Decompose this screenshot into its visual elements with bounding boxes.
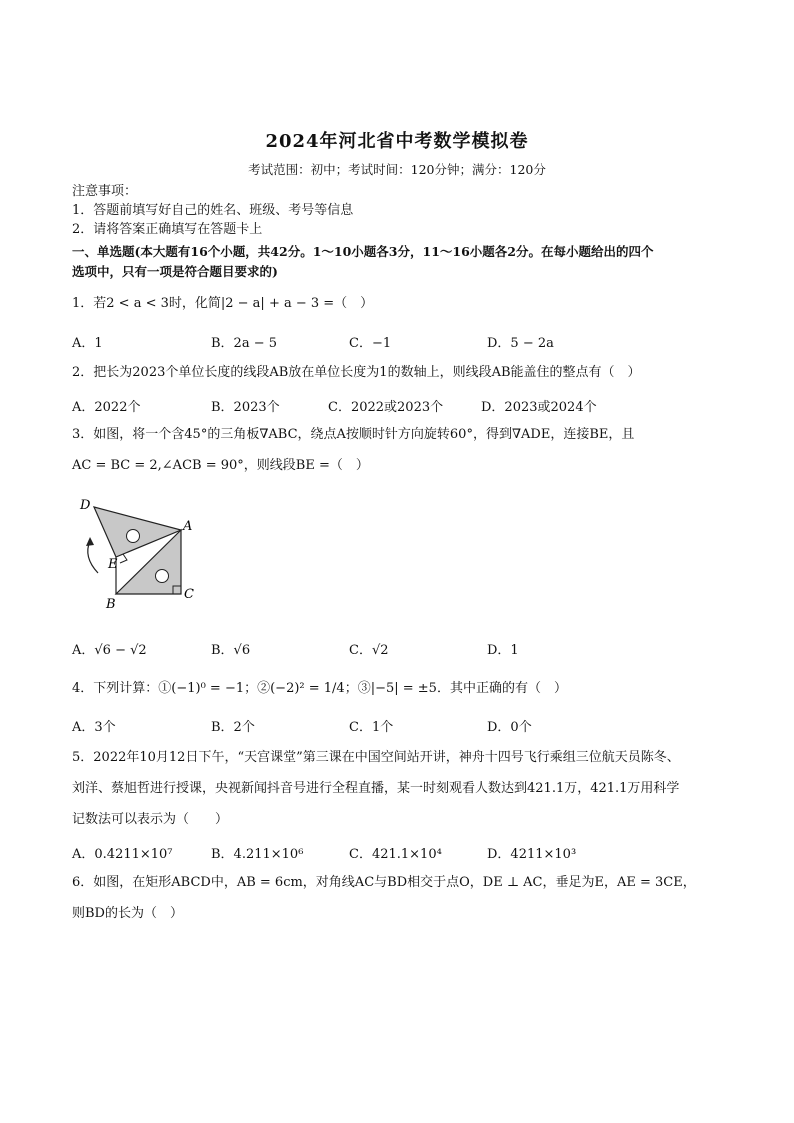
label-d: D bbox=[80, 498, 91, 513]
notes-heading: 注意事项： bbox=[72, 184, 138, 199]
question-6-stem: 6．如图，在矩形ABCD中，AB = 6cm，对角线AC与BD相交于点O，DE ⊥ AC，垂足为E，AE = 3CE， bbox=[72, 875, 696, 890]
question-5-stem: 5．2022年10月12日下午，“天宫课堂”第三课在中国空间站开讲，神舟十四号飞行乘组三位航天员陈冬、 bbox=[72, 750, 680, 765]
rotated-triangle-figure bbox=[72, 490, 212, 615]
q5-option-b[interactable]: B．4.211×10⁶ bbox=[211, 847, 304, 862]
hole-circle bbox=[127, 530, 140, 543]
q3-option-a[interactable]: A．√6 − √2 bbox=[72, 643, 147, 658]
q2-option-d[interactable]: D．2023或2024个 bbox=[481, 400, 597, 415]
q4-option-b[interactable]: B．2个 bbox=[211, 720, 255, 735]
q1-option-a[interactable]: A．1 bbox=[72, 336, 103, 351]
q4-option-c[interactable]: C．1个 bbox=[349, 720, 394, 735]
question-6-stem-cont: 则BD的长为（ ） bbox=[72, 906, 183, 921]
q1-option-b[interactable]: B．2a − 5 bbox=[211, 336, 278, 351]
question-1-stem: 1．若2 < a < 3时，化简|2 − a| + a − 3 =（ ） bbox=[72, 296, 374, 311]
q5-option-c[interactable]: C．421.1×10⁴ bbox=[349, 847, 442, 862]
q3-option-c[interactable]: C．√2 bbox=[349, 643, 389, 658]
q1-option-c[interactable]: C．−1 bbox=[349, 336, 392, 351]
question-3-stem: 3．如图，将一个含45°的三角板∇ABC，绕点A按顺时针方向旋转60°，得到∇ADE，连接BE，且 bbox=[72, 427, 635, 442]
section-heading: 一、单选题(本大题有16个小题，共42分。1～10小题各3分，11～16小题各2分。在每小题给出的四个 bbox=[72, 244, 654, 259]
question-5-stem-cont: 刘洋、蔡旭哲进行授课，央视新闻抖音号进行全程直播，某一时刻观看人数达到421.1万，421.1万用科学 bbox=[72, 781, 680, 796]
q3-option-d[interactable]: D．1 bbox=[487, 643, 519, 658]
rotation-arrow bbox=[88, 541, 98, 573]
page-title: 2024年河北省中考数学模拟卷 bbox=[265, 131, 529, 152]
q2-option-b[interactable]: B．2023个 bbox=[211, 400, 280, 415]
q4-option-a[interactable]: A．3个 bbox=[72, 720, 116, 735]
hole-circle bbox=[156, 570, 169, 583]
q1-option-d[interactable]: D．5 − 2a bbox=[487, 336, 554, 351]
label-a: A bbox=[183, 519, 193, 534]
q2-option-a[interactable]: A．2022个 bbox=[72, 400, 141, 415]
q4-option-d[interactable]: D．0个 bbox=[487, 720, 532, 735]
label-e: E bbox=[108, 557, 118, 572]
q2-option-c[interactable]: C．2022或2023个 bbox=[328, 400, 444, 415]
arrow-head bbox=[86, 537, 94, 546]
question-2-stem: 2．把长为2023个单位长度的线段AB放在单位长度为1的数轴上，则线段AB能盖住的整点有（ ） bbox=[72, 365, 641, 380]
label-b: B bbox=[106, 597, 116, 612]
q3-option-b[interactable]: B．√6 bbox=[211, 643, 251, 658]
note-item: 2．请将答案正确填写在答题卡上 bbox=[72, 222, 263, 237]
question-4-stem: 4．下列计算：①(−1)⁰ = −1；②(−2)² = 1/4；③|−5| = ±5．其中正确的有（ ） bbox=[72, 681, 567, 696]
q5-option-a[interactable]: A．0.4211×10⁷ bbox=[72, 847, 173, 862]
label-c: C bbox=[184, 587, 194, 602]
section-heading-cont: 选项中，只有一项是符合题目要求的) bbox=[72, 264, 278, 279]
question-5-stem-cont: 记数法可以表示为（ ） bbox=[72, 812, 229, 827]
exam-info: 考试范围：初中；考试时间：120分钟；满分：120分 bbox=[248, 162, 546, 177]
q5-option-d[interactable]: D．4211×10³ bbox=[487, 847, 577, 862]
note-item: 1．答题前填写好自己的姓名、班级、考号等信息 bbox=[72, 203, 354, 218]
question-3-stem-cont: AC = BC = 2,∠ACB = 90°，则线段BE =（ ） bbox=[72, 458, 369, 473]
